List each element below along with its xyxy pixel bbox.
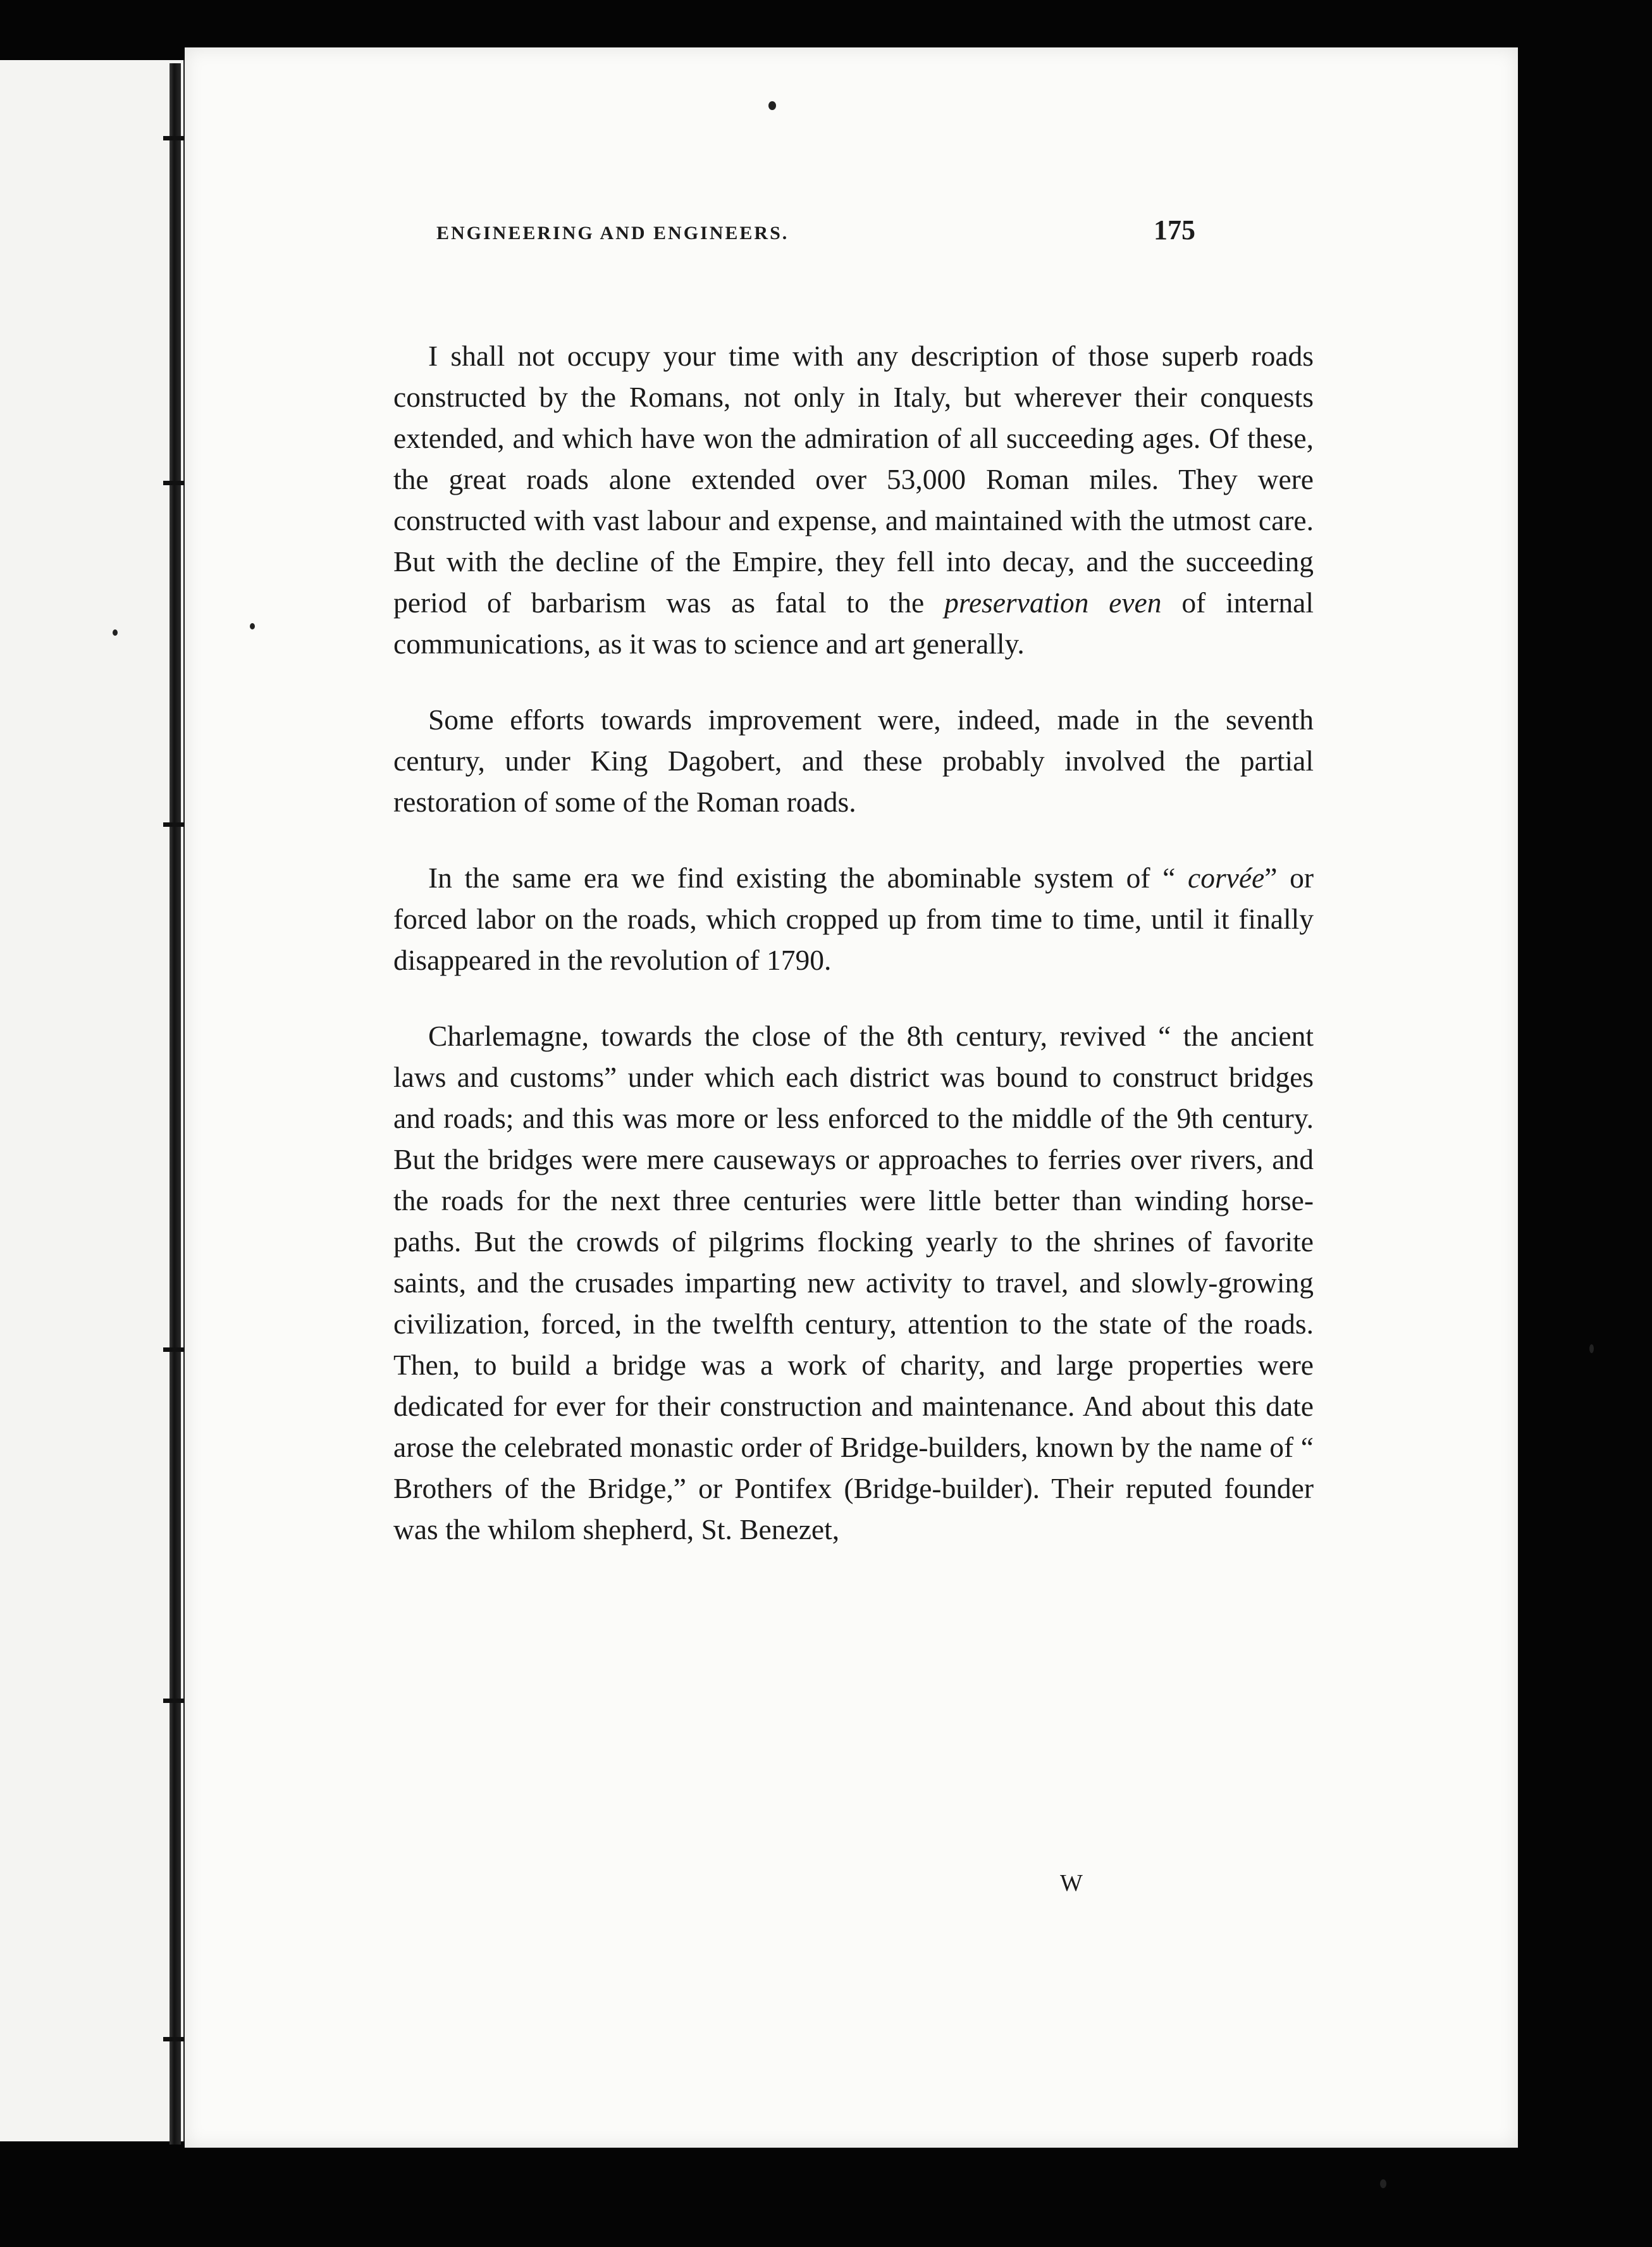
text-segment: of internal communications, as it was to science and art generally. (393, 586, 1314, 660)
text-segment: Some efforts towards improvement were, indeed, made in the seventh century, under King Dagobert, and these probably involved the partial restoration of some of the Roman roads. (393, 703, 1314, 818)
scan-speck (250, 623, 255, 629)
italic-text-segment: corvée (1188, 862, 1265, 894)
paragraph (393, 857, 1314, 981)
scan-speck (1589, 1344, 1594, 1353)
body-text (393, 335, 1314, 1585)
running-head (436, 214, 1195, 246)
scan-speck (1380, 2179, 1386, 2188)
text-segment: In the same era we find existing the abominable system of “ (428, 862, 1188, 894)
previous-page-edge (0, 60, 187, 2141)
page-number: 175 (1154, 214, 1195, 245)
book-spine (170, 63, 181, 2145)
italic-text-segment: preservation even (944, 586, 1162, 619)
scan-speck (768, 101, 776, 110)
text-segment: Charlemagne, towards the close of the 8th century, revived “ the ancient laws and customs” under which each district was bound to construct bridges and roads; and this was more or less enforced to the middle of the 9th century. But the bridges were mere causeways or approaches to ferries over rivers, and the roads for the next three centuries were little better than winding horse-paths. But the crowds of pilgrims flocking yearly to the shrines of favorite saints, and the crusades imparting new activity to travel, and slowly-growing civilization, forced, in the twelfth century, attention to the state of the roads. Then, to build a bridge was a work of charity, and large properties were dedicated for ever for their construction and maintenance. And about this date arose the celebrated monastic order of Bridge-builders, known by the name of “ Brothers of the Bridge,” or Pontifex (Bridge-builder). Their reputed founder was the whilom shepherd, St. Benezet, (393, 1020, 1314, 1545)
running-title: ENGINEERING AND ENGINEERS. (436, 223, 789, 244)
scan-speck (113, 629, 118, 636)
paragraph (393, 1015, 1314, 1550)
signature-mark: W (1060, 1870, 1083, 1897)
paragraph (393, 699, 1314, 822)
text-segment: I shall not occupy your time with any description of those superb roads constructed by the Romans, not only in Italy, but wherever their conquests extended, and which have won the admiration of all succeeding ages. Of these, the great roads alone extended over 53,000 Roman miles. They were constructed with vast labour and expense, and maintained with the utmost care. But with the decline of the Empire, they fell into decay, and the succeeding period of barbarism was as fatal to the (393, 340, 1314, 619)
paragraph (393, 335, 1314, 664)
text-segment: ” or forced labor on the roads, which cropped up from time to time, until it finally disappeared in the revolution of 1790. (393, 862, 1314, 976)
